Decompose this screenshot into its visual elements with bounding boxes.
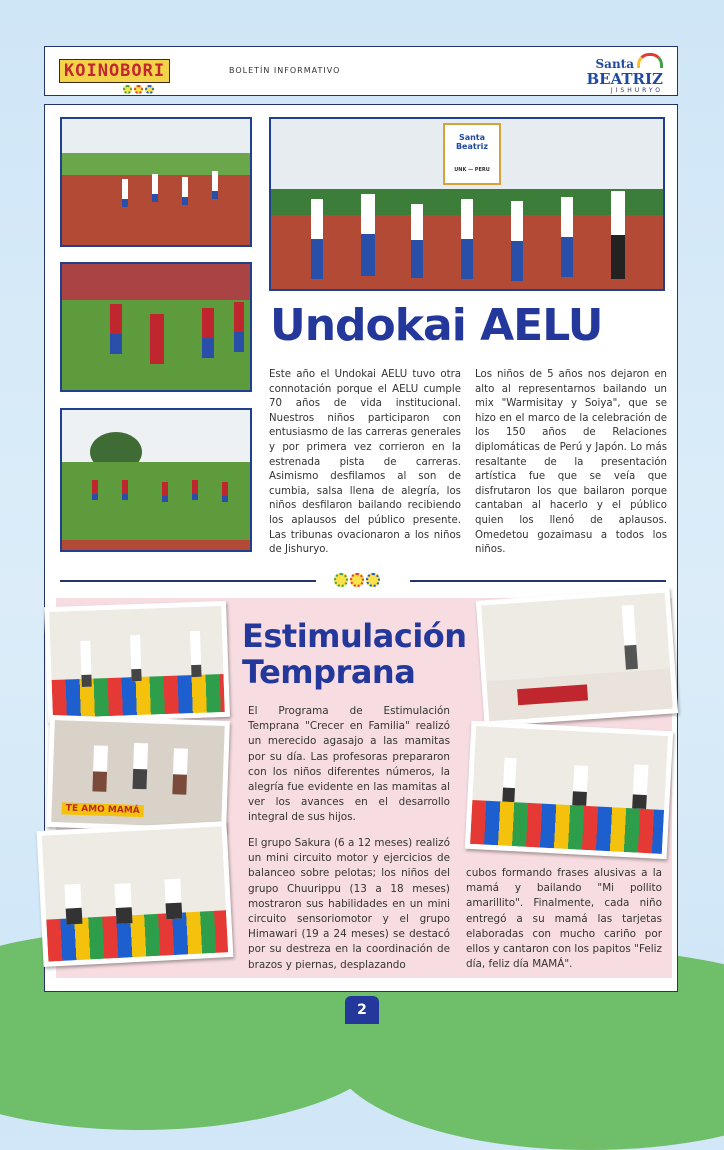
sign-text: Santa Beatriz [455,133,489,151]
brand-subtitle: JISHURYO [610,87,663,94]
estimulacion-paragraph-1: El Programa de Estimulación Temprana "Crecer en Familia" realizó un merecido agasajo a las mamitas por su día. Las profesoras prepararon con los niños diferentes números, la alegría fue evidente en las mamitas al ver los avances en el desarrollo integral de sus hijos. [248,705,450,824]
header-bar [44,46,678,96]
blue-flower-icon [145,85,154,94]
te-amo-mama-banner: TE AMO MAMÁ [62,802,144,817]
photo-parade [269,117,665,291]
section-divider-right [410,580,666,582]
photo-classroom-mat [44,601,230,723]
red-flower-icon [134,85,143,94]
green-flower-icon [123,85,132,94]
flower-ornament [123,85,154,94]
koinobori-logo: KOINOBORI [59,59,170,83]
photo-mothers-audience [46,715,230,833]
undokai-column-2: Los niños de 5 años nos dejaron en alto al representarnos bailando un mix "Warmisitay y Soiya", que se hizo en el marco de la celebración de los 150 años de Relaciones diplomáticas de Perú y Japón. Lo más resaltante de la presentación artística fue que se veía que disfrutaron los que bailaron porque cantaban al hacerlo y el público quien los llenó de aplausos. Omedetou gozaimasu a todos los niños. [475,369,667,556]
estimulacion-paragraph-3: cubos formando frases alusivas a la mamá y bailando "Mi pollito amarillito". Finalmente, cada niño entregó a su mamá las tarjetas elaboradas con mucho cariño por ellos y cantaron con los papitos "Feliz día, feliz día MAMÁ". [466,867,662,971]
santa-beatriz-logo [586,53,663,94]
page-number: 2 [345,996,379,1024]
photo-field-performance [60,408,252,552]
brand-name-line1: Santa [595,57,634,71]
header-subtitle: BOLETÍN INFORMATIVO [229,66,341,75]
section-divider-left [60,580,316,582]
section-title-undokai: Undokai AELU [270,300,603,351]
school-sign [443,123,501,185]
estimulacion-paragraph-2: El grupo Sakura (6 a 12 meses) realizó un mini circuito motor y ejercicios de balanceo sobre pelotas; los niños del grupo Chuurippu (13 a 18 meses) mostraron sus habilidades en un mini circuito sensoriomotor y el grupo Himawari (19 a 24 meses) se destacó por su destreza en la coordinación de brazos y piernas, desplazando [248,837,450,971]
title-line-1: Estimulación [242,617,467,655]
photo-kids-running [60,117,252,247]
rainbow-icon [637,53,663,68]
title-line-2: Temprana [242,653,416,691]
green-flower-icon [334,573,348,587]
red-flower-icon [350,573,364,587]
photo-kids-red-vests [60,262,252,392]
photo-mothers-circle [465,721,673,859]
sign-subtext: UNK — PERU [454,167,490,173]
blue-flower-icon [366,573,380,587]
undokai-column-1: Este año el Undokai AELU tuvo otra connotación porque el AELU cumple 70 años de vida institucional. Nuestros niños participaron con entusiasmo de las carreras generales y por primera vez corrieron en la estrenada pista de carreras. Asimismo desfilamos al son de cumbia, salsa llena de alegría, los niños desfilaron bailando recibiendo los aplausos del público presente. Las tribunas ovacionaron a los niños de Jishuryo. [269,369,461,556]
section-title-estimulacion [242,618,467,690]
flower-ornament [334,573,380,587]
photo-baby-circuit [476,587,678,726]
brand-name-line2: BEATRIZ [586,70,663,88]
photo-mothers-babies-mat [37,821,234,967]
